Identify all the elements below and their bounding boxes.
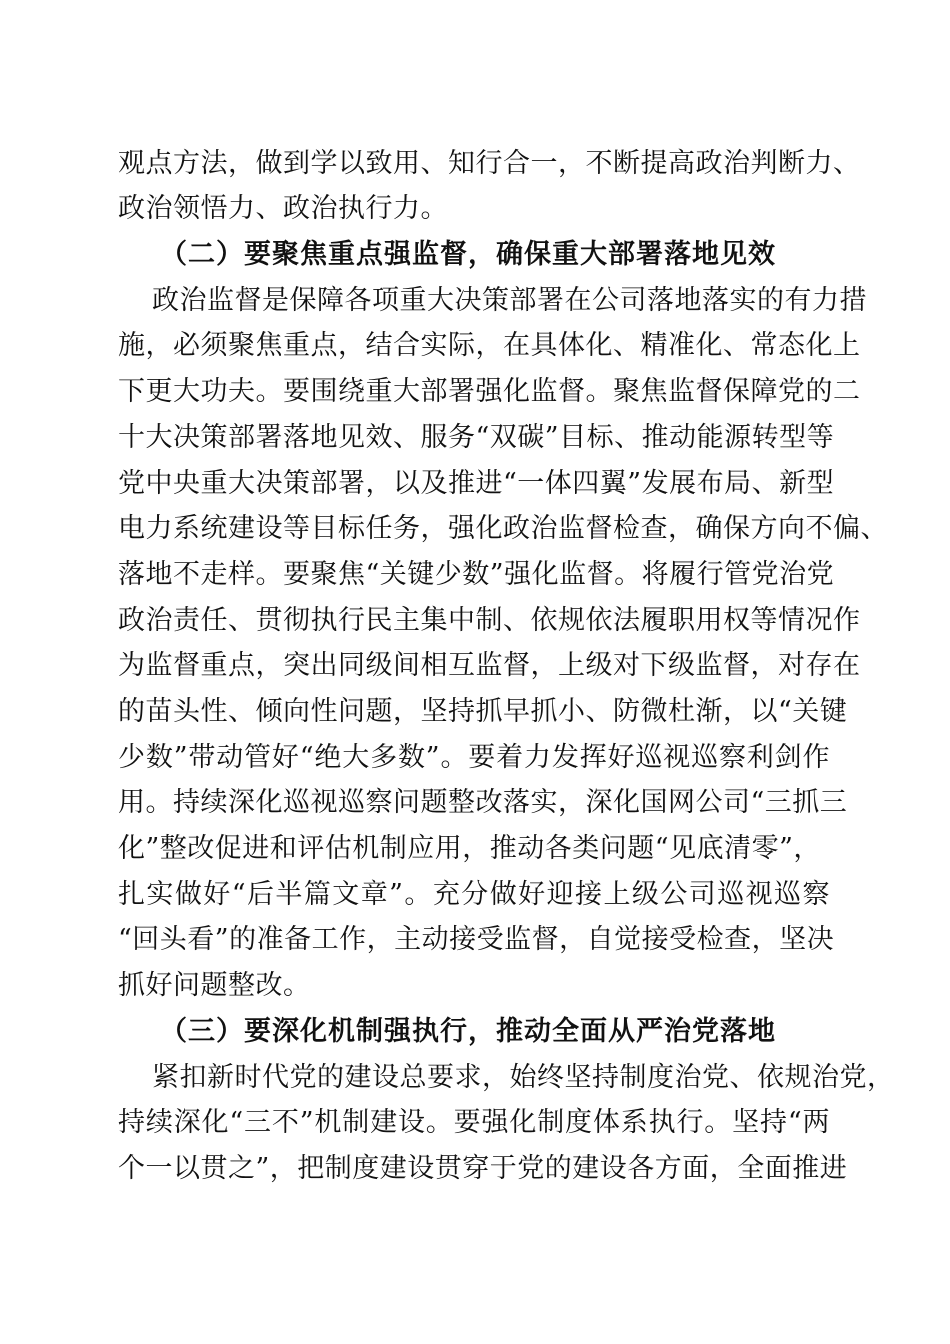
section-heading-3: （三）要深化机制强执行，推动全面从严治党落地 <box>160 1016 776 1047</box>
body-text-line: “回头看”的准备工作，主动接受监督，自觉接受检查，坚决 <box>118 924 835 955</box>
paragraph-first-line: 政治监督是保障各项重大决策部署在公司落地落实的有力措 <box>152 285 867 316</box>
body-text-line: 党中央重大决策部署，以及推进“一体四翼”发展布局、新型 <box>118 468 835 499</box>
body-text-line: 施，必须聚焦重点，结合实际，在具体化、精准化、常态化上 <box>118 330 861 361</box>
body-text-line: 抓好问题整改。 <box>118 970 311 1001</box>
body-text-line: 下更大功夫。要围绕重大部署强化监督。聚焦监督保障党的二 <box>118 376 861 407</box>
section-heading-2: （二）要聚焦重点强监督，确保重大部署落地见效 <box>160 239 776 270</box>
body-text-line: 为监督重点，突出同级间相互监督，上级对下级监督，对存在 <box>118 650 861 681</box>
body-text-line: 十大决策部署落地见效、服务“双碳”目标、推动能源转型等 <box>118 422 835 453</box>
body-text-line: 少数”带动管好“绝大多数”。要着力发挥好巡视巡察利剑作 <box>118 742 830 773</box>
body-text-line: 电力系统建设等目标任务，强化政治监督检查，确保方向不偏、 <box>118 513 888 544</box>
body-text-line: 政治责任、贯彻执行民主集中制、依规依法履职用权等情况作 <box>118 605 861 636</box>
body-text-line: 用。持续深化巡视巡察问题整改落实，深化国网公司“三抓三 <box>118 787 848 818</box>
body-text-line: 落地不走样。要聚焦“关键少数”强化监督。将履行管党治党 <box>118 559 835 590</box>
body-text-line: 持续深化“三不”机制建设。要强化制度体系执行。坚持“两 <box>118 1107 830 1138</box>
body-text-line: 政治领悟力、政治执行力。 <box>118 193 448 224</box>
body-text-line: 扎实做好“后半篇文章”。充分做好迎接上级公司巡视巡察 <box>118 879 830 910</box>
body-text-line: 个一以贯之”，把制度建设贯穿于党的建设各方面，全面推进 <box>118 1153 848 1184</box>
body-text-line: 观点方法，做到学以致用、知行合一，不断提高政治判断力、 <box>118 148 861 179</box>
paragraph-first-line: 紧扣新时代党的建设总要求，始终坚持制度治党、依规治党， <box>152 1062 895 1093</box>
body-text-line: 的苗头性、倾向性问题，坚持抓早抓小、防微杜渐，以“关键 <box>118 696 848 727</box>
body-text-line: 化”整改促进和评估机制应用，推动各类问题“见底清零”， <box>118 833 821 864</box>
